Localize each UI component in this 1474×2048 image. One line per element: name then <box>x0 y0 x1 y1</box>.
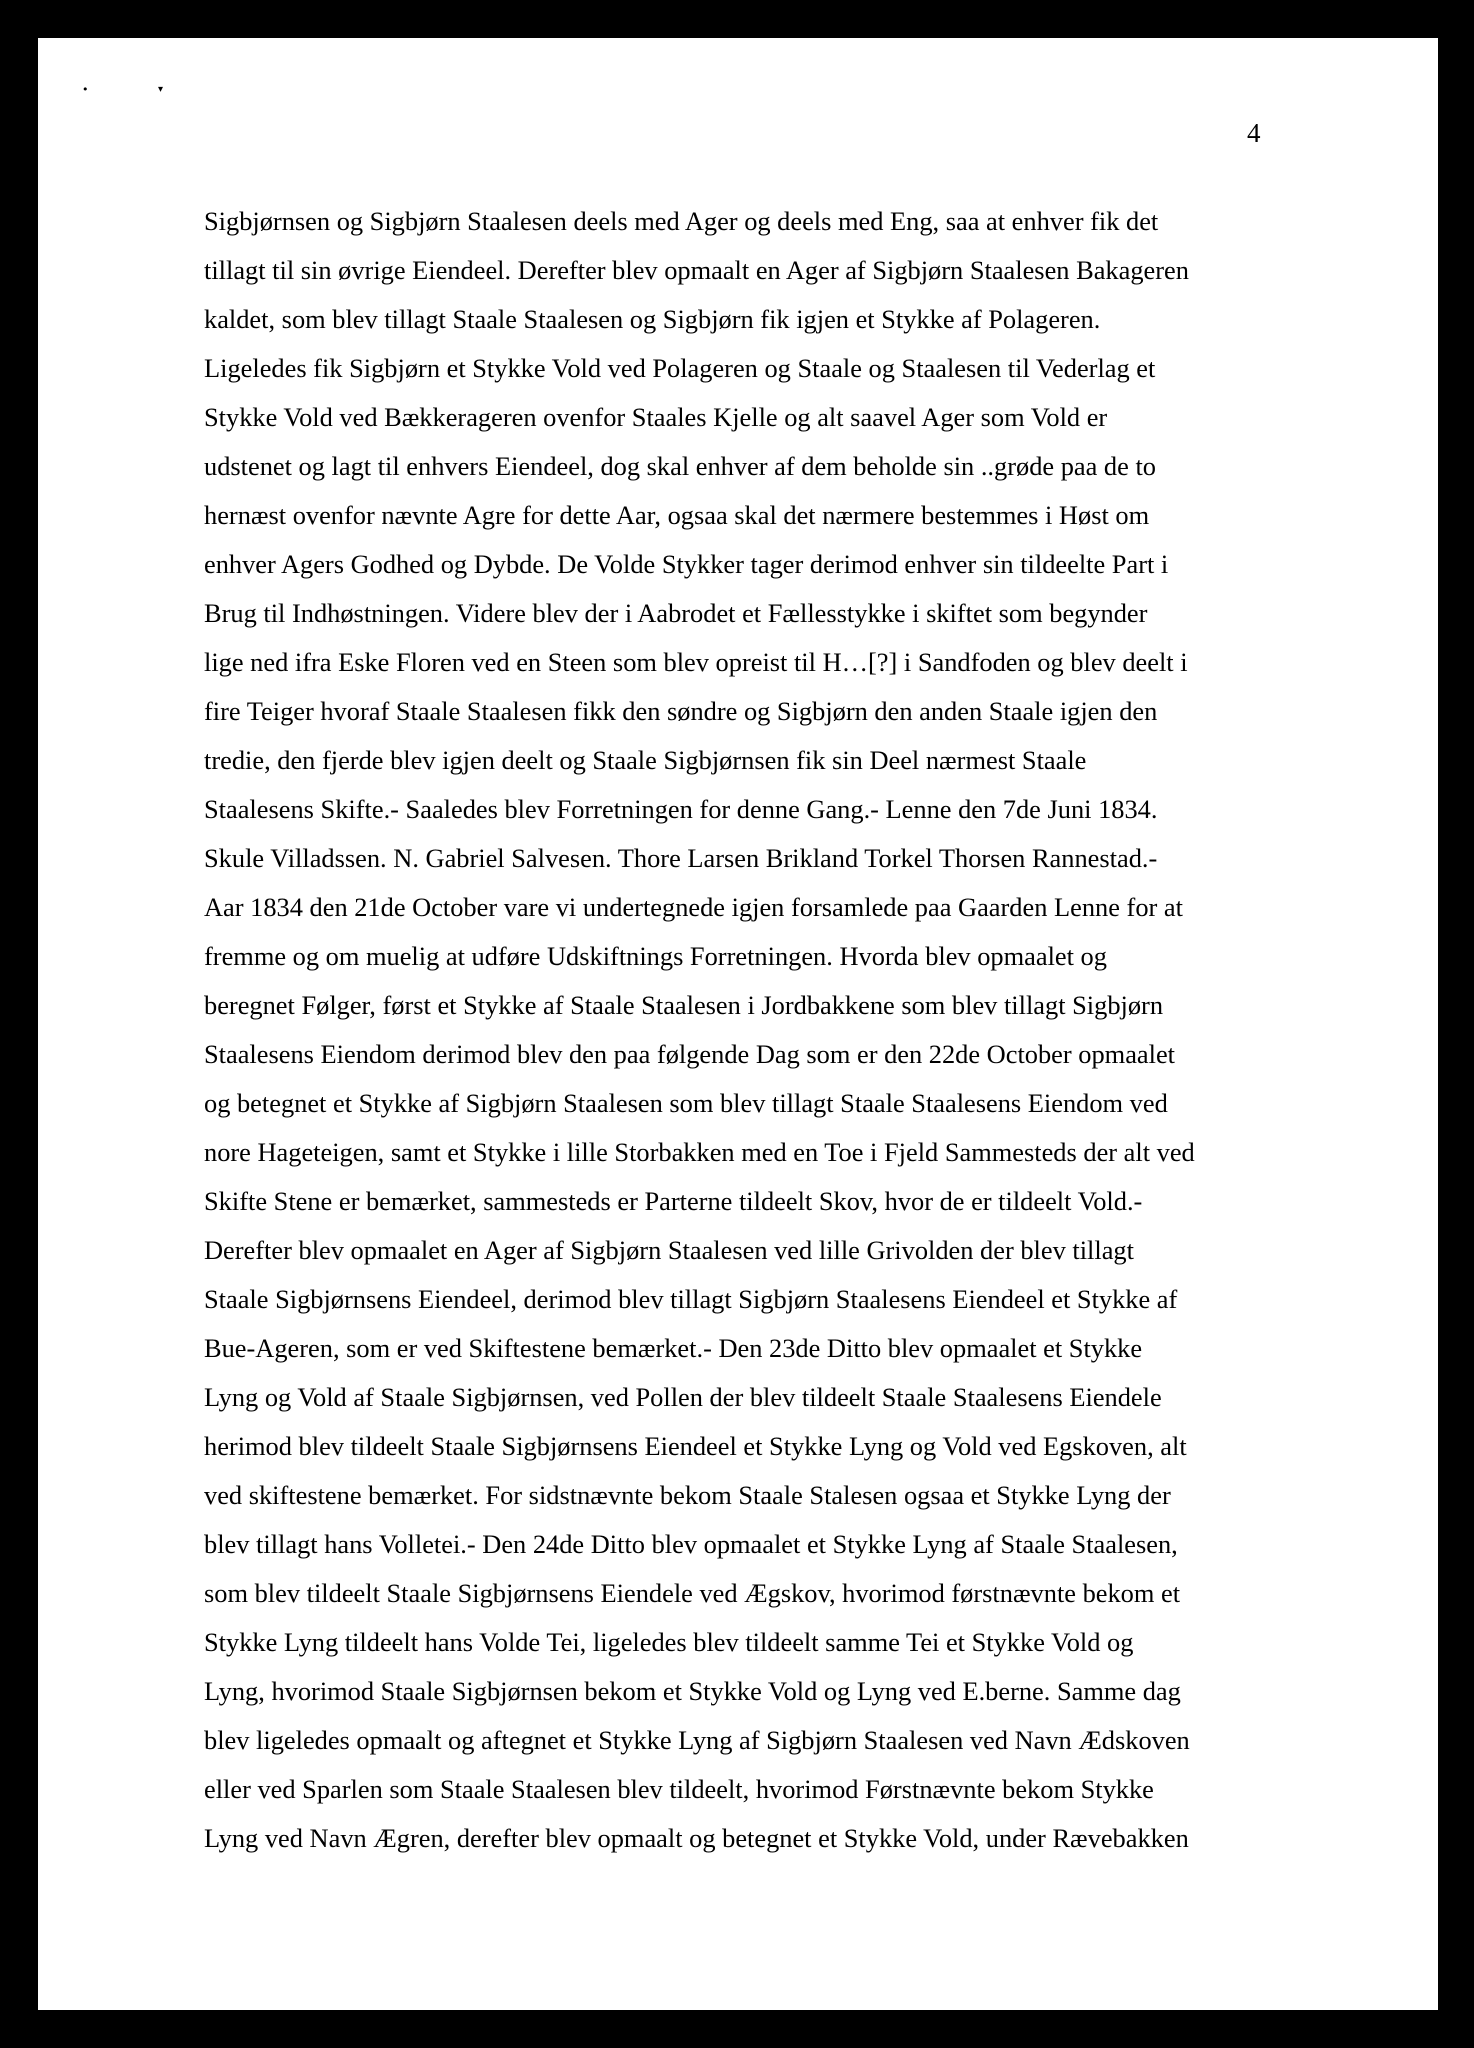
corner-arrow-mark: ▾ <box>158 84 164 95</box>
text-line: fremme og om muelig at udføre Udskiftnings Forretningen. Hvorda blev opmaalet og <box>204 941 1107 971</box>
transcription-text <box>204 197 1414 1863</box>
text-line: Sigbjørnsen og Sigbjørn Staalesen deels med Ager og deels med Eng, saa at enhver fik det <box>204 206 1159 236</box>
text-line: beregnet Følger, først et Stykke af Staale Staalesen i Jordbakkene som blev tillagt Sigbjørn <box>204 990 1164 1020</box>
text-line: som blev tildeelt Staale Sigbjørnsens Eiendele ved Ægskov, hvorimod førstnævnte bekom et <box>204 1578 1181 1608</box>
text-line: Staale Sigbjørnsens Eiendeel, derimod blev tillagt Sigbjørn Staalesens Eiendeel et Stykke af <box>204 1284 1178 1314</box>
text-line: ved skiftestene bemærket. For sidstnævnte bekom Staale Stalesen ogsaa et Stykke Lyng der <box>204 1480 1171 1510</box>
text-line: Skifte Stene er bemærket, sammesteds er Parterne tildeelt Skov, hvor de er tildeelt Vold.- <box>204 1186 1143 1216</box>
text-line: Brug til Indhøstningen. Videre blev der i Aabrodet et Fællesstykke i skiftet som begynder <box>204 598 1148 628</box>
text-line: eller ved Sparlen som Staale Staalesen blev tildeelt, hvorimod Førstnævnte bekom Stykke <box>204 1774 1154 1804</box>
text-line: Staalesens Eiendom derimod blev den paa følgende Dag som er den 22de October opmaalet <box>204 1039 1176 1069</box>
text-line: fire Teiger hvoraf Staale Staalesen fikk den søndre og Sigbjørn den anden Staale igjen den <box>204 696 1158 726</box>
text-line: Stykke Vold ved Bækkerageren ovenfor Staales Kjelle og alt saavel Ager som Vold er <box>204 402 1108 432</box>
text-line: Ligeledes fik Sigbjørn et Stykke Vold ved Polageren og Staale og Staalesen til Vederlag et <box>204 353 1156 383</box>
text-line: hernæst ovenfor nævnte Agre for dette Aar, ogsaa skal det nærmere bestemmes i Høst om <box>204 500 1150 530</box>
text-line: Stykke Lyng tildeelt hans Volde Tei, ligeledes blev tildeelt samme Tei et Stykke Vold og <box>204 1627 1134 1657</box>
text-line: enhver Agers Godhed og Dybde. De Volde Stykker tager derimod enhver sin tildeelte Part i <box>204 549 1169 579</box>
text-line: nore Hageteigen, samt et Stykke i lille Storbakken med en Toe i Fjeld Sammesteds der alt ved <box>204 1137 1195 1167</box>
text-line: Derefter blev opmaalet en Ager af Sigbjørn Staalesen ved lille Grivolden der blev tillagt <box>204 1235 1134 1265</box>
text-line: Lyng, hvorimod Staale Sigbjørnsen bekom et Stykke Vold og Lyng ved E.berne. Samme dag <box>204 1676 1181 1706</box>
text-line: tredie, den fjerde blev igjen deelt og Staale Sigbjørnsen fik sin Deel nærmest Staale <box>204 745 1087 775</box>
document-page <box>38 38 1438 2010</box>
text-line: Lyng og Vold af Staale Sigbjørnsen, ved Pollen der blev tildeelt Staale Staalesens Eiendele <box>204 1382 1162 1412</box>
text-line: Staalesens Skifte.- Saaledes blev Forretningen for denne Gang.- Lenne den 7de Juni 1834. <box>204 794 1158 824</box>
text-line: Bue-Ageren, som er ved Skiftestene bemærket.- Den 23de Ditto blev opmaalet et Stykke <box>204 1333 1143 1363</box>
text-line: Lyng ved Navn Ægren, derefter blev opmaalt og betegnet et Stykke Vold, under Rævebakken <box>204 1823 1189 1853</box>
text-line: Aar 1834 den 21de October vare vi undertegnede igjen forsamlede paa Gaarden Lenne for at <box>204 892 1183 922</box>
text-line: udstenet og lagt til enhvers Eiendeel, dog skal enhver af dem beholde sin ..grøde paa de to <box>204 451 1156 481</box>
page-number: 4 <box>1247 118 1261 148</box>
text-line: lige ned ifra Eske Floren ved en Steen som blev opreist til H…[?] i Sandfoden og blev deelt i <box>204 647 1188 677</box>
corner-dot-mark: • <box>82 83 89 96</box>
text-line: tillagt til sin øvrige Eiendeel. Derefter blev opmaalt en Ager af Sigbjørn Staalesen Bakageren <box>204 255 1189 285</box>
text-line: blev ligeledes opmaalt og aftegnet et Stykke Lyng af Sigbjørn Staalesen ved Navn Ædskoven <box>204 1725 1190 1755</box>
text-line: blev tillagt hans Volletei.- Den 24de Ditto blev opmaalet et Stykke Lyng af Staale Staalesen, <box>204 1529 1178 1559</box>
text-line: Skule Villadssen. N. Gabriel Salvesen. Thore Larsen Brikland Torkel Thorsen Rannestad.- <box>204 843 1158 873</box>
text-line: kaldet, som blev tillagt Staale Staalesen og Sigbjørn fik igjen et Stykke af Polageren. <box>204 304 1101 334</box>
text-line: og betegnet et Stykke af Sigbjørn Staalesen som blev tillagt Staale Staalesens Eiendom ved <box>204 1088 1168 1118</box>
text-line: herimod blev tildeelt Staale Sigbjørnsens Eiendeel et Stykke Lyng og Vold ved Egskoven, alt <box>204 1431 1187 1461</box>
